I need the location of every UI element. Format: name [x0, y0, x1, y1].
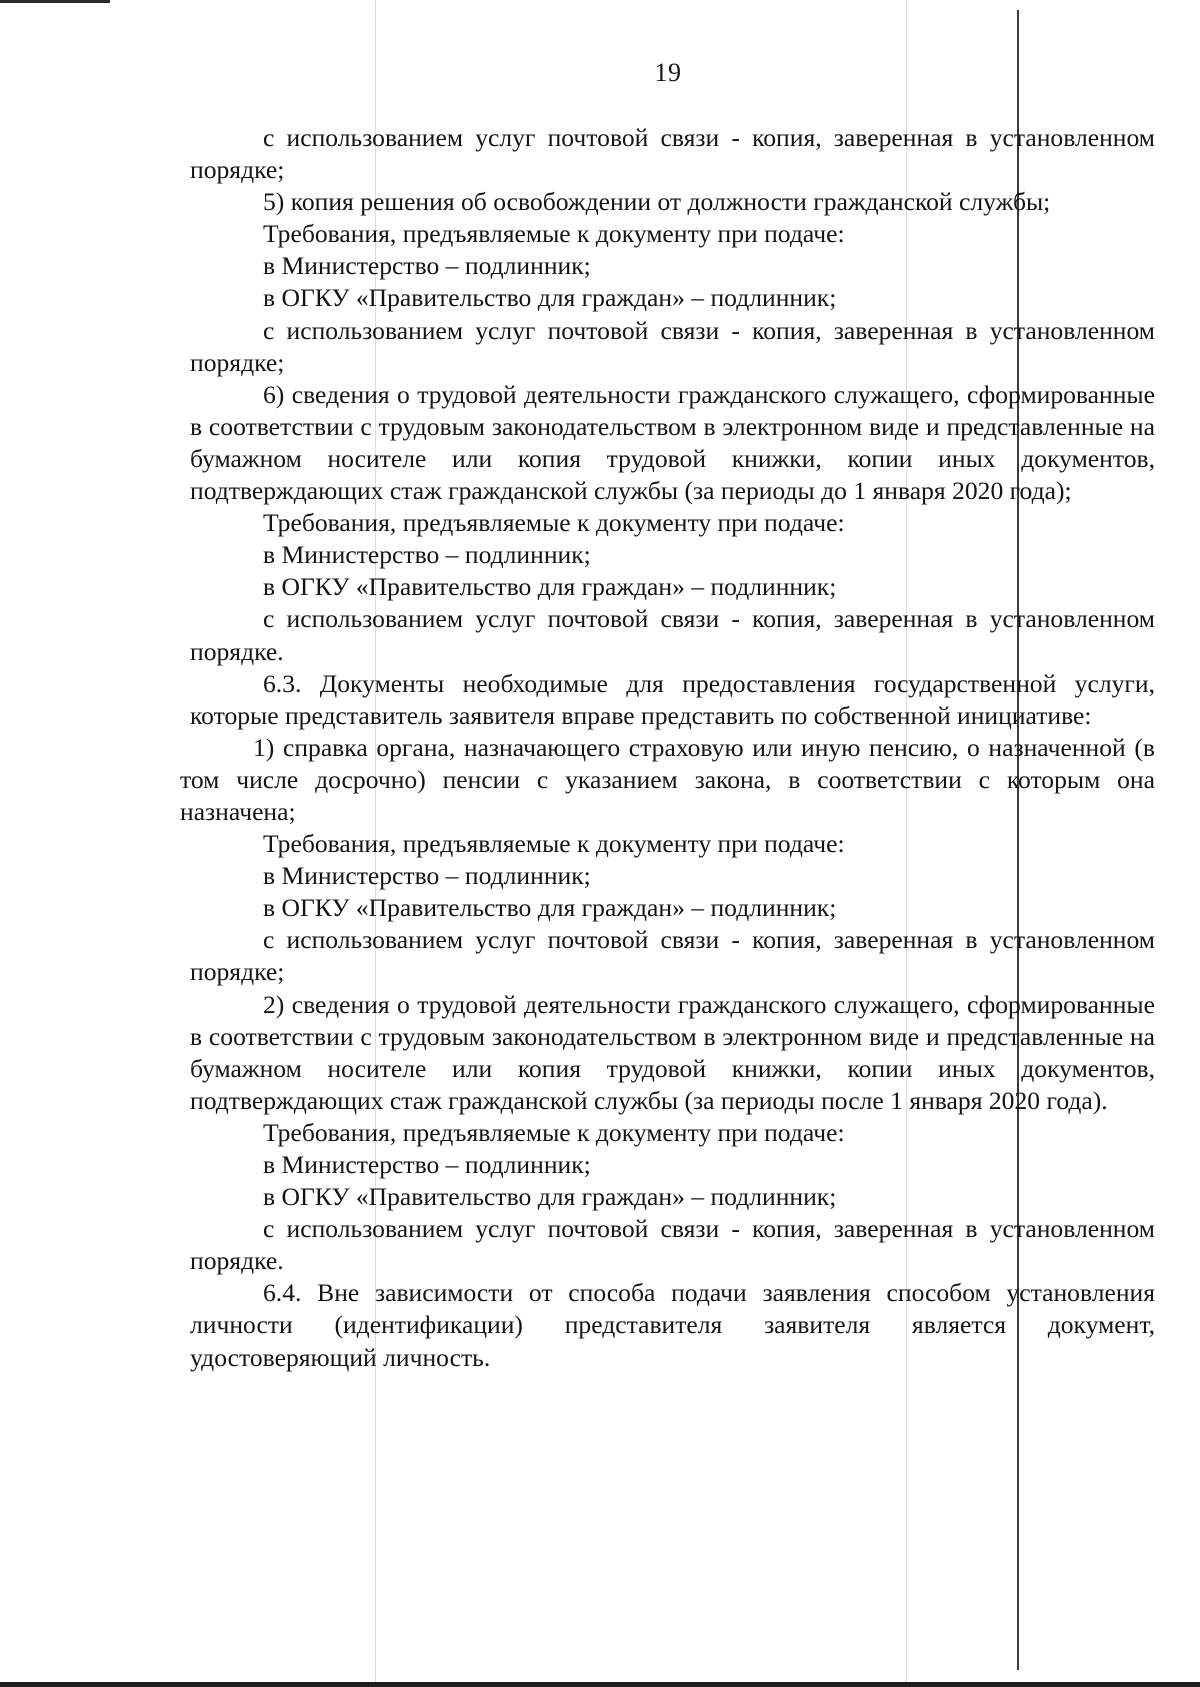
- paragraph-ogku: в ОГКУ «Правительство для граждан» – подлинник;: [263, 572, 837, 602]
- paragraph-section-6-3: 6.3. Документы необходимые для предоставления государственной услуги, которые представитель заявителя вправе представить по собственной инициативе:: [190, 668, 1155, 730]
- page-number: 19: [654, 58, 682, 87]
- paragraph-item-2-work-record: 2) сведения о трудовой деятельности гражданского служащего, сформированные в соответствии с трудовым законодательством в электронном виде и представленные на бумажном носителе или копия трудовой книжки, копии иных документов, подтверждающих стаж гражданской службы (за периоды после 1 января 2020 года).: [190, 989, 1155, 1115]
- scan-bottom-edge: [0, 1682, 1200, 1687]
- paragraph-ogku: в ОГКУ «Правительство для граждан» – подлинник;: [263, 1182, 837, 1212]
- paragraph-ogku: в ОГКУ «Правительство для граждан» – подлинник;: [263, 283, 837, 313]
- paragraph-item-5: 5) копия решения об освобождении от должности гражданской службы;: [263, 187, 1051, 217]
- paragraph-ogku: в ОГКУ «Правительство для граждан» – подлинник;: [263, 893, 837, 923]
- paragraph-ministry: в Министерство – подлинник;: [263, 1150, 591, 1179]
- paragraph-postal-copy: с использованием услуг почтовой связи - копия, заверенная в установленном порядке.: [190, 604, 1155, 666]
- paragraph-requirements: Требования, предъявляемые к документу при подаче:: [263, 219, 845, 249]
- paragraph-item-6: 6) сведения о трудовой деятельности гражданского служащего, сформированные в соответствии с трудовым законодательством в электронном виде и представленные на бумажном носителе или копия трудовой книжки, копии иных документов, подтверждающих стаж гражданской службы (за периоды до 1 января 2020 года);: [190, 379, 1155, 506]
- paragraph-postal-copy: с использованием услуг почтовой связи - копия, заверенная в установленном порядке;: [190, 123, 1155, 185]
- paragraph-section-6-4: 6.4. Вне зависимости от способа подачи заявления способом установления личности (идентификации) представителя заявителя является документ, удостоверяющий личность.: [190, 1278, 1155, 1372]
- paragraph-ministry: в Министерство – подлинник;: [263, 540, 591, 570]
- paragraph-item-1-pension: 1) справка органа, назначающего страховую или иную пенсию, о назначенной (в том числе досрочно) пенсии с указанием закона, в соответствии с которым она назначена;: [180, 732, 1155, 826]
- paragraph-requirements: Требования, предъявляемые к документу при подаче:: [263, 829, 845, 859]
- scan-corner-mark: [0, 0, 110, 3]
- paragraph-requirements: Требования, предъявляемые к документу при подаче:: [263, 1117, 845, 1147]
- paragraph-ministry: в Министерство – подлинник;: [263, 251, 591, 281]
- paragraph-postal-copy: с использованием услуг почтовой связи - копия, заверенная в установленном порядке.: [190, 1214, 1155, 1276]
- paragraph-ministry: в Министерство – подлинник;: [263, 861, 591, 891]
- paragraph-postal-copy: с использованием услуг почтовой связи - копия, заверенная в установленном порядке;: [190, 925, 1155, 987]
- paragraph-postal-copy: с использованием услуг почтовой связи - копия, заверенная в установленном порядке;: [190, 315, 1155, 377]
- paragraph-requirements: Требования, предъявляемые к документу при подаче:: [263, 508, 845, 538]
- document-body: [180, 122, 1155, 1374]
